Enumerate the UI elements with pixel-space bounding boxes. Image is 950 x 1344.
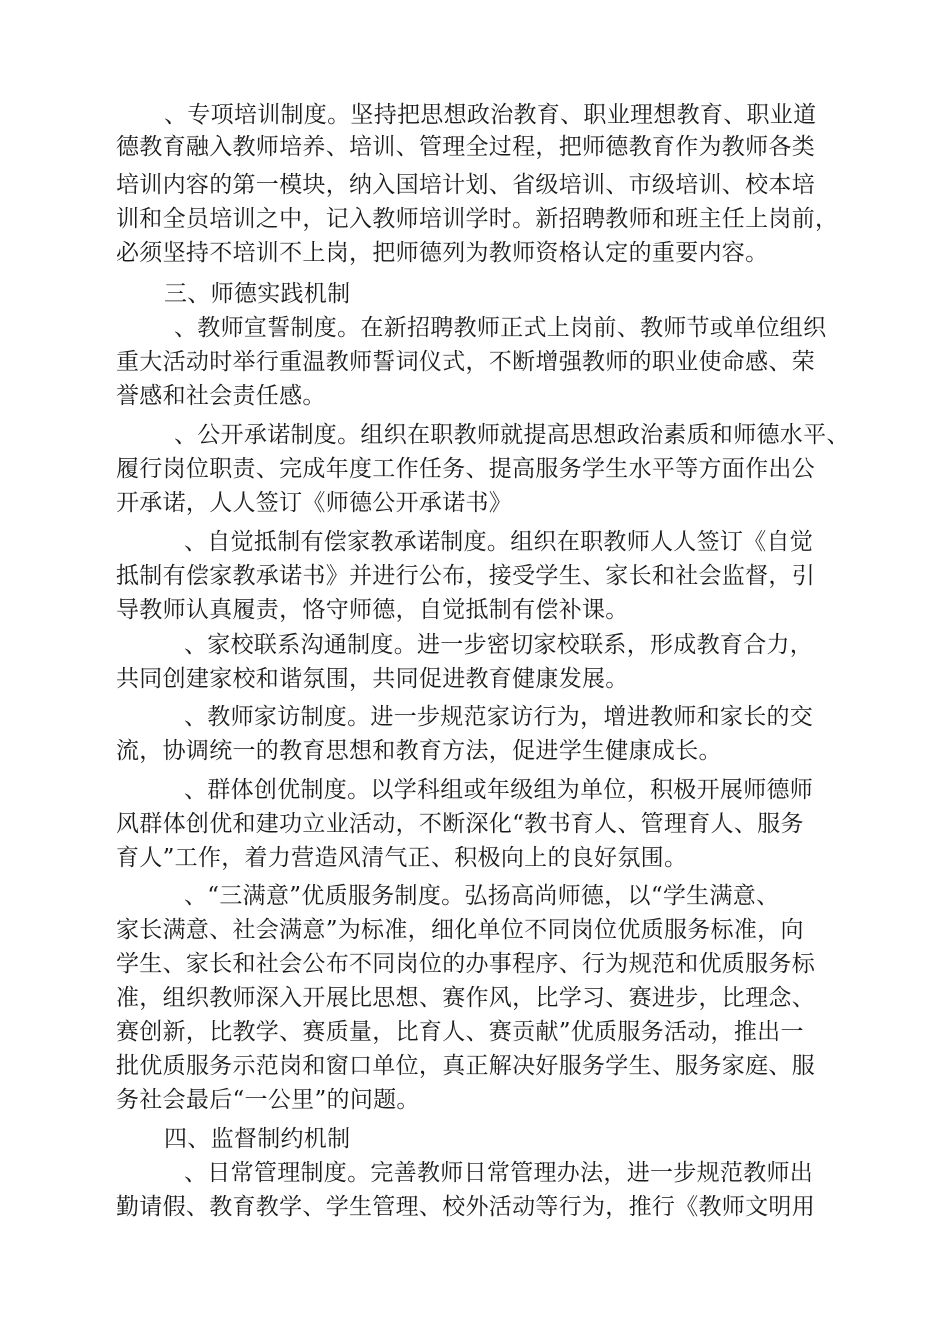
paragraph-line: 风群体创优和建功立业活动，不断深化“教书育人、管理育人、服务 (116, 811, 804, 837)
paragraph-line: 赛创新，比教学、赛质量，比育人、赛贡献”优质服务活动，推出一 (116, 1019, 804, 1045)
paragraph-line: 、群体创优制度。以学科组或年级组为单位，积极开展师德师 (184, 777, 814, 803)
paragraph-line: 育人”工作，着力营造风清气正、积极向上的良好氛围。 (116, 845, 688, 871)
paragraph-line: 、专项培训制度。坚持把思想政治教育、职业理想教育、职业道 (164, 102, 817, 128)
paragraph-line: 流，协调统一的教育思想和教育方法，促进学生健康成长。 (116, 738, 722, 764)
paragraph-line: 必须坚持不培训不上岗，把师德列为教师资格认定的重要内容。 (116, 240, 769, 266)
paragraph-line: 重大活动时举行重温教师誓词仪式，不断增强教师的职业使命感、荣 (116, 349, 815, 375)
paragraph-line: 、日常管理制度。完善教师日常管理办法，进一步规范教师出 (184, 1160, 814, 1186)
paragraph-line: 、教师宣誓制度。在新招聘教师正式上岗前、教师节或单位组织 (174, 315, 827, 341)
paragraph-line: 导教师认真履责，恪守师德，自觉抵制有偿补课。 (116, 597, 629, 623)
paragraph-line: 誉感和社会责任感。 (116, 383, 326, 409)
paragraph-line: 务社会最后“一公里”的问题。 (116, 1087, 420, 1113)
paragraph-line: 家长满意、社会满意”为标准，细化单位不同岗位优质服务标准，向 (116, 917, 804, 943)
paragraph-line: 、公开承诺制度。组织在职教师就提高思想政治素质和师德水平、 (174, 422, 850, 448)
paragraph-line: 抵制有偿家教承诺书》并进行公布，接受学生、家长和社会监督，引 (116, 563, 815, 589)
paragraph-line: 、教师家访制度。进一步规范家访行为，增进教师和家长的交 (184, 704, 814, 730)
paragraph-line: 德教育融入教师培养、培训、管理全过程，把师德教育作为教师各类 (116, 134, 815, 160)
paragraph-line: 培训内容的第一模块，纳入国培计划、省级培训、市级培训、校本培 (116, 172, 815, 198)
section-heading: 四、监督制约机制 (164, 1126, 351, 1152)
paragraph-line: 开承诺，人人签订《师德公开承诺书》 (116, 490, 513, 516)
paragraph-line: 共同创建家校和谐氛围，共同促进教育健康发展。 (116, 666, 629, 692)
paragraph-line: 批优质服务示范岗和窗口单位，真正解决好服务学生、服务家庭、服 (116, 1053, 815, 1079)
paragraph-line: 、家校联系沟通制度。进一步密切家校联系，形成教育合力， (184, 632, 814, 658)
paragraph-line: 训和全员培训之中，记入教师培训学时。新招聘教师和班主任上岗前， (116, 206, 839, 232)
paragraph-line: 勤请假、教育教学、学生管理、校外活动等行为，推行《教师文明用 (116, 1194, 815, 1220)
paragraph-line: 履行岗位职责、完成年度工作任务、提高服务学生水平等方面作出公 (116, 456, 815, 482)
paragraph-line: 学生、家长和社会公布不同岗位的办事程序、行为规范和优质服务标 (116, 951, 815, 977)
section-heading: 三、师德实践机制 (164, 281, 351, 307)
paragraph-line: 、自觉抵制有偿家教承诺制度。组织在职教师人人签订《自觉 (184, 529, 814, 555)
paragraph-line: 准，组织教师深入开展比思想、赛作风，比学习、赛进步，比理念、 (116, 985, 815, 1011)
paragraph-line: 、“三满意”优质服务制度。弘扬高尚师德，以“学生满意、 (184, 883, 780, 909)
